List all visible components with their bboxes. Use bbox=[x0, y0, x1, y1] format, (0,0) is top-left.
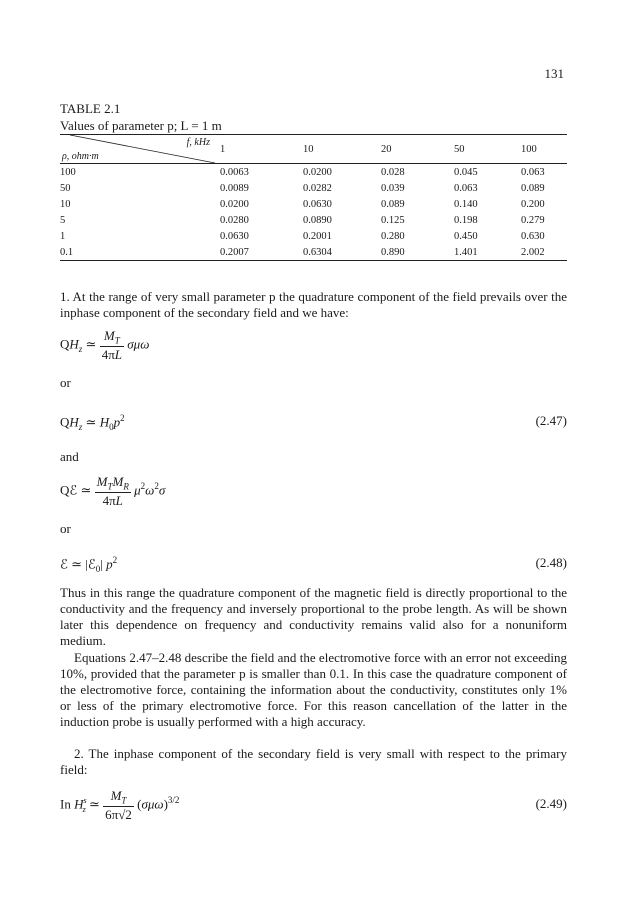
table-cell: 0.2007 bbox=[220, 246, 249, 258]
col-header-100: 100 bbox=[521, 143, 537, 155]
equation-qhz: $QH_z$ ≃ $\frac{M_T}{4\pi L}$ σμω bbox=[60, 328, 150, 362]
table-row bbox=[60, 228, 567, 244]
table-cell: 0.0089 bbox=[220, 182, 249, 194]
table-cell: 0.140 bbox=[454, 198, 478, 210]
text-and: and bbox=[60, 449, 79, 464]
table-subtitle bbox=[60, 118, 222, 134]
paragraph-4: 2. The inphase component of the secondary field is very small with respect to the primary field: bbox=[60, 746, 567, 777]
table-row bbox=[60, 244, 567, 261]
paragraph-3: Equations 2.47–2.48 describe the field and the electromotive force with an error not exceeding 10%, provided that the parameter p is smaller than 0.1. In this case the quadrature component of the electromotive force, containing the information about the conductivity, constitutes only 1% or less of the primary electromotive force. For this reason cancellation of the latter in the induction probe is usually performed with a high accuracy. bbox=[60, 650, 567, 729]
row-header-rho: 50 bbox=[60, 182, 71, 194]
table-cell: 0.089 bbox=[521, 182, 545, 194]
table-row bbox=[60, 180, 567, 196]
row-header-rho: 10 bbox=[60, 198, 71, 210]
table-subtitle-text: Values of parameter p; L = 1 m bbox=[60, 118, 222, 133]
table-row bbox=[60, 196, 567, 212]
table-cell: 0.063 bbox=[521, 166, 545, 178]
table-cell: 0.0200 bbox=[303, 166, 332, 178]
col-header-label: f, kHz bbox=[186, 137, 210, 148]
col-header-50: 50 bbox=[454, 143, 465, 155]
page-number: 131 bbox=[544, 66, 564, 81]
table-cell: 1.401 bbox=[454, 246, 478, 258]
table-cell: 0.0890 bbox=[303, 214, 332, 226]
table-cell: 0.2001 bbox=[303, 230, 332, 242]
equation-number-2-49: (2.49) bbox=[535, 796, 567, 811]
table-row bbox=[60, 164, 567, 181]
table-cell: 0.630 bbox=[521, 230, 545, 242]
table-cell: 0.280 bbox=[381, 230, 405, 242]
row-header-rho: 5 bbox=[60, 214, 66, 226]
table-cell: 0.089 bbox=[381, 198, 405, 210]
equation-number-2-47: (2.47) bbox=[535, 413, 567, 428]
col-header-10: 10 bbox=[303, 143, 314, 155]
table-cell: 0.0630 bbox=[220, 230, 249, 242]
table-corner-header bbox=[60, 135, 220, 164]
table-cell: 0.0200 bbox=[220, 198, 249, 210]
row-header-rho: 1 bbox=[60, 230, 66, 242]
table-cell: 0.6304 bbox=[303, 246, 332, 258]
text-or-1: or bbox=[60, 375, 71, 390]
table-cell: 0.028 bbox=[381, 166, 405, 178]
paragraph-2: Thus in this range the quadrature component of the magnetic field is directly proportional to the conductivity and the frequency and inversely proportional to the probe length. As will be shown later this dependence on frequency and conductivity remains valid also for a nonuniform medium. bbox=[60, 585, 567, 648]
table-cell: 0.890 bbox=[381, 246, 405, 258]
equation-qemf: Qℰ ≃ $\frac{M_TM_R}{4\pi L}$ $\mu^2\omega^2\sigma$ bbox=[60, 474, 166, 508]
col-header-20: 20 bbox=[381, 143, 392, 155]
equation-number-2-48: (2.48) bbox=[535, 555, 567, 570]
table-caption: TABLE 2.1 bbox=[60, 101, 121, 116]
table-cell: 0.200 bbox=[521, 198, 545, 210]
equation-2-48: ℰ ≃ |ℰ$_0$| $p^2$ bbox=[60, 555, 118, 574]
table-cell: 0.0280 bbox=[220, 214, 249, 226]
paragraph-1: 1. At the range of very small parameter p the quadrature component of the field prevails over the inphase component of the secondary field and we have: bbox=[60, 289, 567, 320]
table-cell: 0.0630 bbox=[303, 198, 332, 210]
equation-inhz: In $H^s_z$ ≃ $\frac{M_T}{6\pi√2}$ $(\sigma\mu\omega)^{3/2}$ bbox=[60, 788, 180, 822]
table-cell: 0.450 bbox=[454, 230, 478, 242]
row-header-label: ρ, ohm·m bbox=[62, 151, 99, 162]
table-cell: 0.125 bbox=[381, 214, 405, 226]
table-cell: 0.063 bbox=[454, 182, 478, 194]
row-header-rho: 100 bbox=[60, 166, 76, 178]
table-cell: 0.039 bbox=[381, 182, 405, 194]
table-cell: 0.0063 bbox=[220, 166, 249, 178]
table-row bbox=[60, 212, 567, 228]
col-header-1: 1 bbox=[220, 143, 226, 155]
equation-2-47: $QH_z$ ≃ $H_0p^2$ bbox=[60, 413, 125, 432]
table-cell: 2.002 bbox=[521, 246, 545, 258]
table-cell: 0.198 bbox=[454, 214, 478, 226]
table-cell: 0.0282 bbox=[303, 182, 332, 194]
table-cell: 0.279 bbox=[521, 214, 545, 226]
row-header-rho: 0.1 bbox=[60, 246, 74, 258]
parameter-table bbox=[60, 134, 567, 261]
text-or-2: or bbox=[60, 521, 71, 536]
table-cell: 0.045 bbox=[454, 166, 478, 178]
